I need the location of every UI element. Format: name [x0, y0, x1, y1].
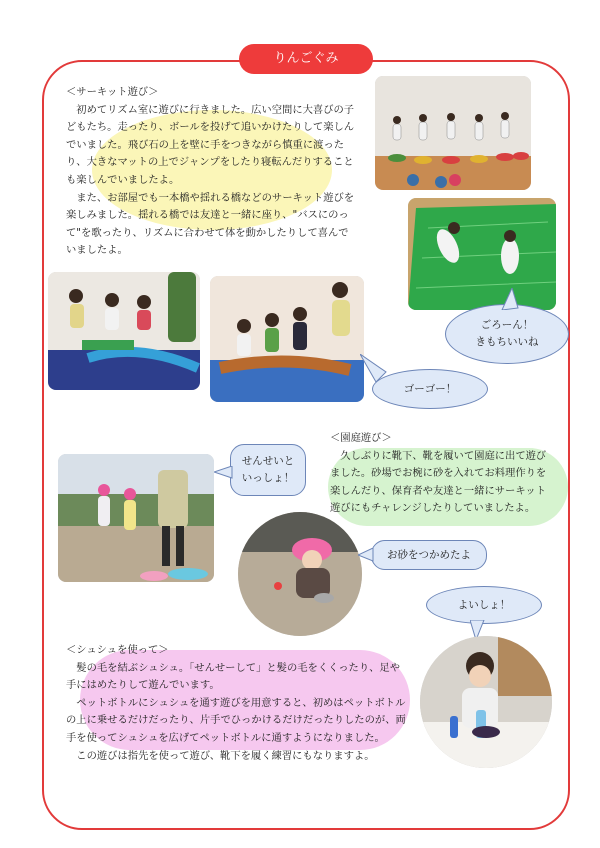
- scrunchie-section: [66, 642, 426, 765]
- circuit-line: 初めてリズム室に遊びに行きました。広い空間に大喜びの子: [76, 103, 355, 116]
- speech-bubble-text: せんせいと: [241, 455, 295, 467]
- scrunchie-line: この遊びは指先を使って遊び、靴下を履く練習にもなりますよ。: [76, 749, 375, 762]
- speech-bubble-text: お砂をつかめたよ: [387, 548, 471, 561]
- speech-bubble-sensei: [230, 444, 306, 496]
- scrunchie-line: 手を使ってシュシュを広げてペットボトルに通すようになりました。: [66, 731, 385, 744]
- photo-rocking-bridge: [210, 276, 364, 402]
- scrunchie-line: 手にはめたりして遊んでいます。: [66, 679, 220, 692]
- garden-line: 久しぶりに靴下、靴を履いて園庭に出て遊び: [340, 449, 547, 462]
- circuit-line: でいました。飛び石の上を壁に手をつきながら慎重に渡った: [66, 138, 345, 151]
- circuit-section: [66, 84, 381, 260]
- photo-sandpit: [238, 512, 362, 636]
- circuit-heading: ＜サーキット遊び＞: [66, 86, 159, 98]
- circuit-line: いましたよ。: [66, 244, 128, 257]
- garden-line: ました。砂場でお椀に砂を入れてお料理作りを: [330, 467, 547, 480]
- circuit-line: り、大きなマットの上でジャンプをしたり寝転んだりすること: [66, 156, 354, 169]
- circuit-line: 楽しみました。揺れる橋では友達と一緒に座り、"バスにのっ: [66, 209, 349, 222]
- garden-line: 遊びにもチャレンジしたりしていましたよ。: [330, 502, 536, 515]
- photo-green-mat: [408, 198, 556, 310]
- speech-bubble-text: ゴーゴー！: [403, 382, 457, 395]
- garden-heading: ＜園庭遊び＞: [330, 432, 392, 444]
- scrunchie-line: ペットボトルにシュシュを通す遊びを用意すると、初めはペットボトル: [76, 696, 406, 709]
- circuit-line: どもたち。走ったり、ボールを投げて追いかけたりして楽しん: [66, 121, 355, 134]
- garden-section: [330, 430, 575, 518]
- scrunchie-line: の上に乗せるだけだったり、片手でひっかけるだけだったりしたのが、両: [66, 714, 406, 727]
- photo-stepping-stones: [375, 76, 531, 190]
- circuit-line: て"を歌ったり、リズムに合わせて体を動かしたりして喜んで: [66, 226, 349, 239]
- speech-bubble-tail: [360, 354, 388, 384]
- photo-bottle-game: [420, 636, 552, 768]
- speech-bubble-text: きもちいいね: [475, 336, 539, 348]
- photo-garden-walk: [58, 454, 214, 582]
- page-title: りんごぐみ: [239, 44, 373, 74]
- garden-line: 楽しんだり、保育者や友達と一緒にサーキット: [330, 484, 547, 497]
- speech-bubble-tail: [214, 466, 234, 480]
- speech-bubble-tail: [358, 548, 374, 562]
- circuit-line: も楽しんでいましたよ。: [66, 173, 180, 186]
- circuit-line: また、お部屋でも一本橋や揺れる橋などのサーキット遊びを: [76, 191, 355, 204]
- speech-bubble-suna: [371, 540, 487, 570]
- photo-balance-beam: [48, 272, 200, 390]
- speech-bubble-gogo: [372, 369, 488, 409]
- speech-bubble-yoisho: [426, 586, 542, 624]
- scrunchie-heading: ＜シュシュを使って＞: [66, 644, 169, 656]
- speech-bubble-goron: [445, 304, 569, 364]
- speech-bubble-tail: [498, 288, 522, 310]
- speech-bubble-text: いっしょ！: [241, 472, 295, 484]
- speech-bubble-text: ごろーん！: [480, 319, 534, 331]
- scrunchie-line: 髪の毛を結ぶシュシュ。「せんせーして」と髪の毛をくくったり、足や: [76, 661, 401, 674]
- speech-bubble-text: よいしょ！: [457, 598, 511, 611]
